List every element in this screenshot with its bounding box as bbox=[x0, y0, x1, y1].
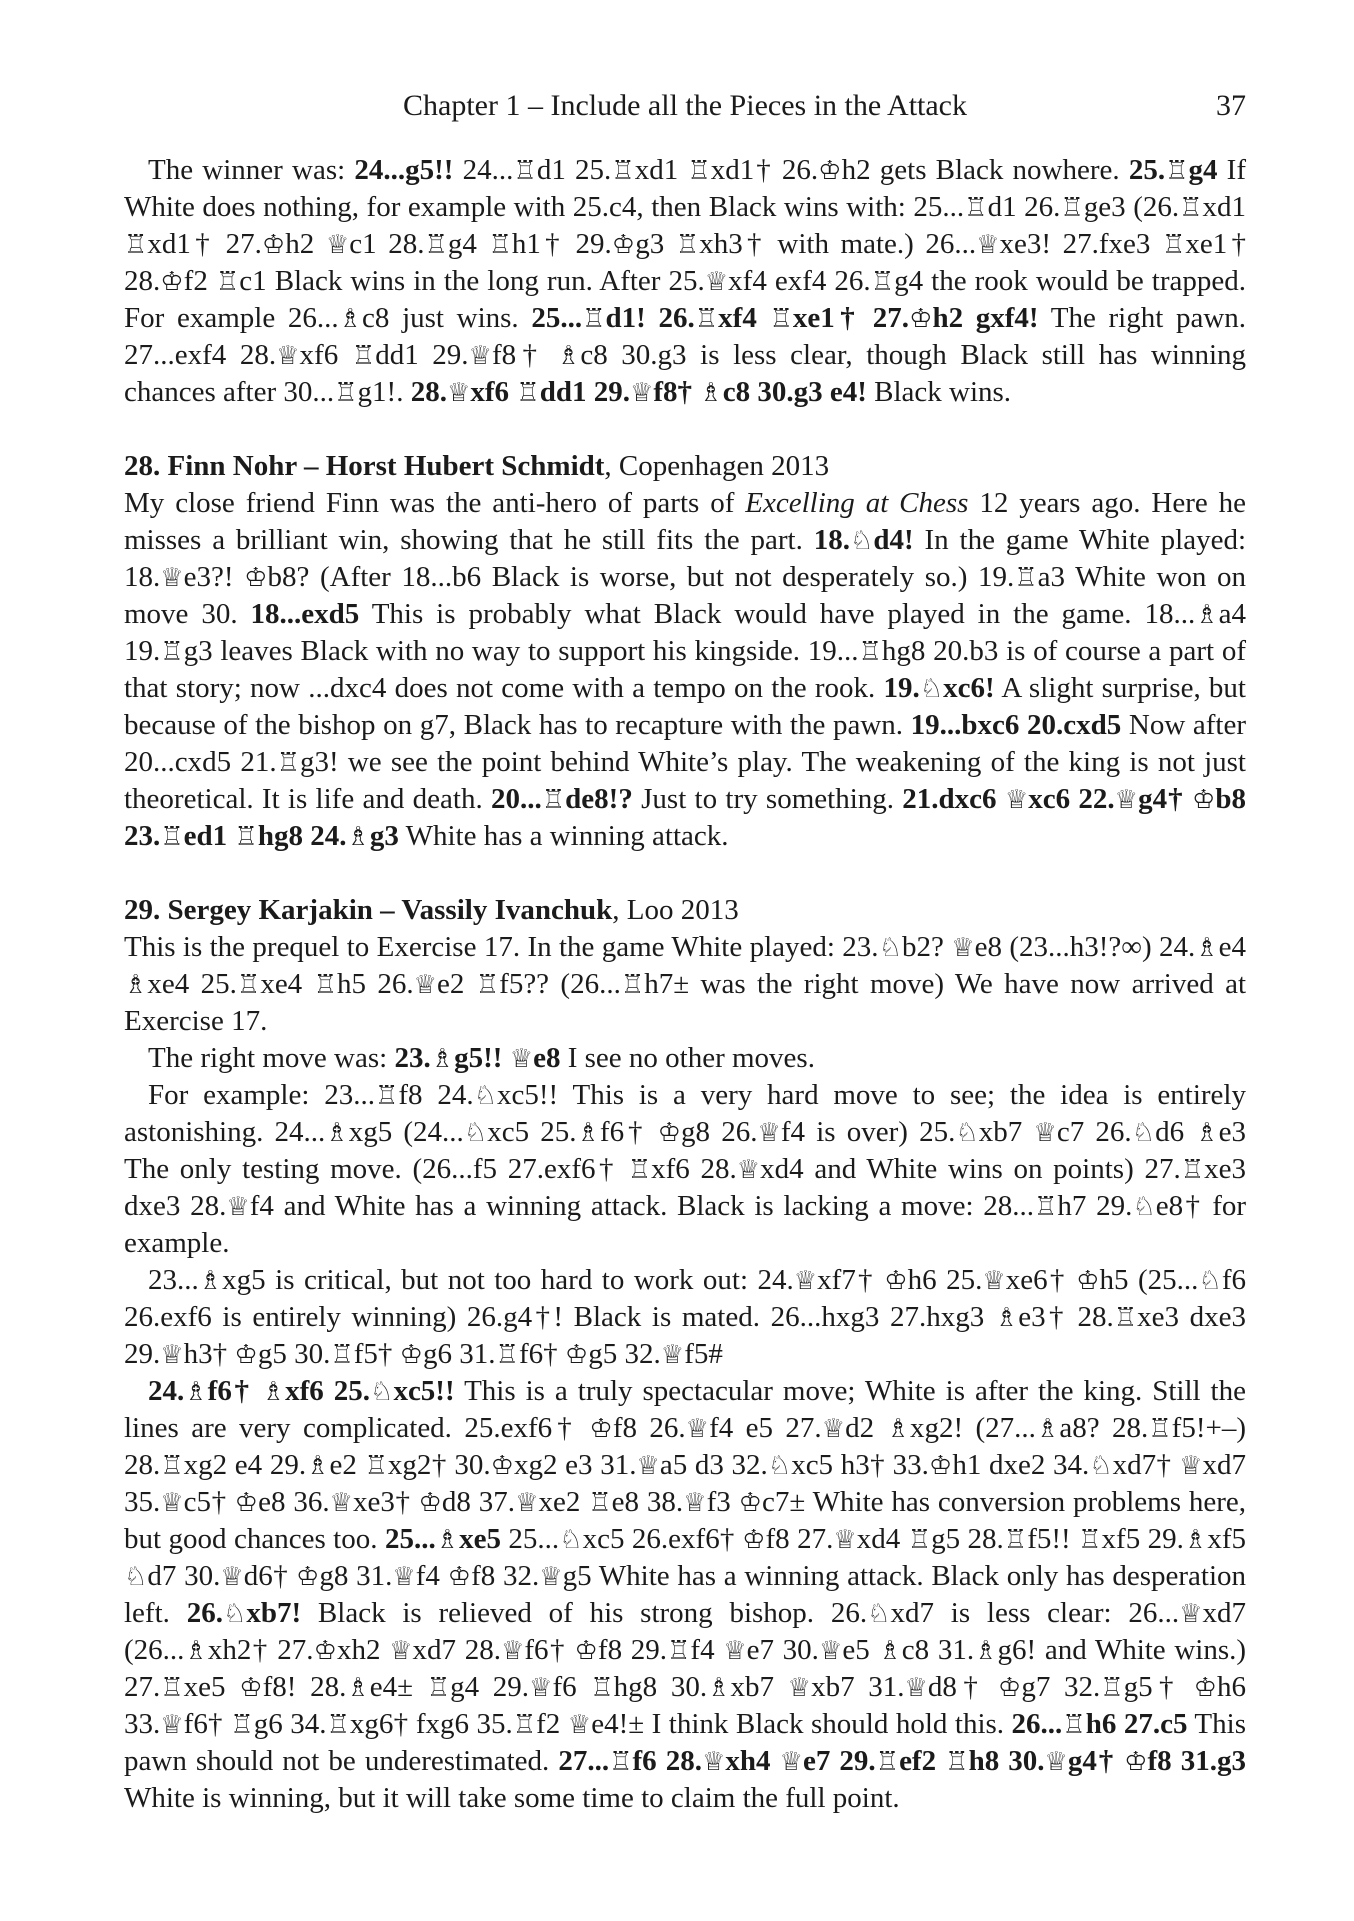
chess-figurine-icon: ♔ bbox=[928, 1451, 953, 1481]
chess-figurine-icon: ♖ bbox=[582, 304, 606, 334]
text-segment: 18...exd5 bbox=[250, 598, 360, 630]
chess-figurine-icon: ♔ bbox=[738, 1488, 763, 1518]
chess-figurine-icon: ♗ bbox=[346, 822, 370, 852]
chess-figurine-icon: ♕ bbox=[515, 1488, 539, 1518]
chess-figurine-icon: ♔ bbox=[490, 1451, 515, 1481]
chess-figurine-icon: ♗ bbox=[556, 341, 581, 371]
text-segment: 25...♖d1! 26.♖xf4 ♖xe1† 27.♔h2 gxf4! bbox=[531, 302, 1039, 334]
chess-figurine-icon: ♕ bbox=[976, 230, 1000, 260]
chess-figurine-icon: ♘ bbox=[1198, 1266, 1222, 1296]
chess-figurine-icon: ♕ bbox=[413, 970, 437, 1000]
text-segment: For example: 23...♖f8 24.♘xc5!! This is a very hard move to see; the idea is entirely astonishing. 24...♗xg5 (24...♘xc5 25.♗f6† ♔g8 26.♕f4 is over) 25.♘xb7 ♕c7 26.♘d6 ♗e3 The only testing move. (26...f5 27.exf6† ♖xf6 28.♕xd4 and White wins on points) 27.♖xe3 dxe3 28.♕f4 and White has a winning attack. Black is lacking a move: 28...♖h7 29.♘e8† for example. bbox=[124, 1079, 1247, 1259]
chess-figurine-icon: ♖ bbox=[330, 1340, 354, 1370]
chess-figurine-icon: ♕ bbox=[704, 267, 729, 297]
text-segment: 24...g5!! bbox=[354, 154, 454, 186]
text-segment: Black wins. bbox=[866, 376, 1012, 408]
paragraph bbox=[124, 1077, 1246, 1262]
chess-figurine-icon: ♗ bbox=[707, 1673, 731, 1703]
chess-figurine-icon: ♘ bbox=[849, 526, 874, 556]
text-segment: In the game White played: 18.♕e3?! ♔b8? (After 18...b6 Black is worse, but not desperately so.) 19.♖a3 White won on move 30. bbox=[124, 524, 1246, 630]
chess-figurine-icon: ♖ bbox=[1165, 156, 1189, 186]
chess-figurine-icon: ♕ bbox=[736, 1155, 761, 1185]
chess-figurine-icon: ♕ bbox=[757, 1118, 781, 1148]
chess-figurine-icon: ♗ bbox=[994, 1303, 1019, 1333]
text-segment: Just to try something. bbox=[632, 783, 903, 815]
text-segment: 12 years ago. Here he misses a brilliant win, showing that he still fits the part. bbox=[124, 487, 1247, 556]
text-segment: 26...♖h6 27.c5 bbox=[1011, 1708, 1188, 1740]
chess-figurine-icon: ♕ bbox=[982, 1266, 1006, 1296]
chess-figurine-icon: ♔ bbox=[1191, 785, 1216, 815]
chess-figurine-icon: ♕ bbox=[500, 1636, 525, 1666]
chess-figurine-icon: ♕ bbox=[160, 1340, 184, 1370]
chess-figurine-icon: ♔ bbox=[1124, 1747, 1148, 1777]
chess-figurine-icon: ♗ bbox=[325, 1118, 349, 1148]
chess-figurine-icon: ♕ bbox=[160, 1488, 184, 1518]
chess-figurine-icon: ♔ bbox=[399, 1340, 424, 1370]
chess-figurine-icon: ♖ bbox=[1078, 1525, 1102, 1555]
chess-figurine-icon: ♘ bbox=[1131, 1118, 1156, 1148]
chess-figurine-icon: ♗ bbox=[338, 304, 363, 334]
chess-figurine-icon: ♖ bbox=[1060, 193, 1084, 223]
chess-figurine-icon: ♕ bbox=[1114, 785, 1139, 815]
chess-figurine-icon: ♖ bbox=[1003, 1525, 1028, 1555]
chess-figurine-icon: ♔ bbox=[295, 1562, 320, 1592]
text-segment: Excelling at Chess bbox=[745, 487, 969, 519]
chess-figurine-icon: ♕ bbox=[1179, 1599, 1203, 1629]
chess-figurine-icon: ♖ bbox=[276, 748, 300, 778]
chess-figurine-icon: ♖ bbox=[588, 1488, 612, 1518]
text-segment: This is probably what Black would have played in the game. 18...♗a4 19.♖g3 leaves Black with no way to support his kingside. 19...♖hg8 20.b3 is of course a part of that story; now ...dxc4 does not come with a tempo on the rook. bbox=[124, 598, 1247, 704]
text-segment: 28.♕xf6 ♖dd1 29.♕f8† ♗c8 30.g3 e4! bbox=[410, 376, 867, 408]
chess-figurine-icon: ♖ bbox=[516, 378, 540, 408]
chess-figurine-icon: ♗ bbox=[184, 1377, 208, 1407]
chess-figurine-icon: ♕ bbox=[683, 1488, 707, 1518]
chess-figurine-icon: ♖ bbox=[1161, 230, 1186, 260]
text-segment: 25...♗xe5 bbox=[384, 1523, 501, 1555]
chess-figurine-icon: ♘ bbox=[222, 1599, 247, 1629]
chess-figurine-icon: ♕ bbox=[160, 563, 184, 593]
chess-figurine-icon: ♕ bbox=[389, 1636, 413, 1666]
chess-figurine-icon: ♔ bbox=[657, 1118, 682, 1148]
text-segment: This is the prequel to Exercise 17. In the game White played: 23.♘b2? ♕e8 (23...h3!?∞) 24.♗e4 ♗xe4 25.♖xe4 ♖h5 26.♕e2 ♖f5?? (26...♖h7± was the right move) We have now arrived at Exercise 17. bbox=[124, 931, 1247, 1037]
chess-figurine-icon: ♕ bbox=[446, 378, 471, 408]
text-segment: A slight surprise, but because of the bishop on g7, Black has to recapture with the pawn. bbox=[124, 672, 1246, 741]
text-segment: White is winning, but it will take some time to claim the full point. bbox=[124, 1782, 900, 1814]
paragraph bbox=[124, 1373, 1246, 1817]
text-segment: , Copenhagen 2013 bbox=[604, 450, 830, 482]
chess-figurine-icon: ♗ bbox=[699, 378, 723, 408]
chess-figurine-icon: ♕ bbox=[904, 1673, 928, 1703]
text-segment: I see no other moves. bbox=[560, 1042, 815, 1074]
chess-figurine-icon: ♖ bbox=[1179, 193, 1203, 223]
chess-figurine-icon: ♖ bbox=[426, 1673, 451, 1703]
chess-figurine-icon: ♔ bbox=[589, 1414, 613, 1444]
text-segment: 25.♖g4 bbox=[1128, 154, 1218, 186]
paragraph bbox=[124, 929, 1246, 1040]
text-segment: 18.♘d4! bbox=[813, 524, 914, 556]
chess-figurine-icon: ♖ bbox=[475, 970, 500, 1000]
chess-figurine-icon: ♘ bbox=[370, 1377, 394, 1407]
chess-figurine-icon: ♕ bbox=[793, 1266, 818, 1296]
chess-figurine-icon: ♕ bbox=[629, 378, 654, 408]
chess-figurine-icon: ♔ bbox=[818, 156, 842, 186]
paragraph bbox=[124, 1262, 1246, 1373]
chess-figurine-icon: ♕ bbox=[220, 1562, 244, 1592]
chess-figurine-icon: ♗ bbox=[974, 1636, 998, 1666]
chess-figurine-icon: ♘ bbox=[124, 1562, 148, 1592]
chess-figurine-icon: ♗ bbox=[576, 1118, 600, 1148]
chess-figurine-icon: ♘ bbox=[955, 1118, 979, 1148]
chess-figurine-icon: ♕ bbox=[951, 933, 975, 963]
chess-figurine-icon: ♕ bbox=[660, 1340, 685, 1370]
chess-figurine-icon: ♖ bbox=[620, 970, 645, 1000]
chess-figurine-icon: ♔ bbox=[447, 1562, 472, 1592]
chess-figurine-icon: ♖ bbox=[160, 1673, 184, 1703]
chess-figurine-icon: ♔ bbox=[742, 1525, 766, 1555]
chess-figurine-icon: ♗ bbox=[124, 970, 148, 1000]
chess-figurine-icon: ♘ bbox=[1089, 1451, 1113, 1481]
chess-figurine-icon: ♔ bbox=[997, 1673, 1022, 1703]
chess-figurine-icon: ♖ bbox=[687, 156, 711, 186]
chess-figurine-icon: ♕ bbox=[329, 1488, 353, 1518]
chess-figurine-icon: ♖ bbox=[1180, 1155, 1205, 1185]
chess-figurine-icon: ♕ bbox=[160, 1710, 184, 1740]
chess-figurine-icon: ♖ bbox=[964, 193, 988, 223]
chess-figurine-icon: ♗ bbox=[198, 1266, 223, 1296]
chess-figurine-icon: ♖ bbox=[1062, 1710, 1086, 1740]
chess-figurine-icon: ♖ bbox=[351, 341, 376, 371]
chess-figurine-icon: ♔ bbox=[261, 230, 286, 260]
chess-figurine-icon: ♖ bbox=[160, 822, 184, 852]
chess-figurine-icon: ♕ bbox=[818, 1636, 843, 1666]
text-segment: This is a truly spectacular move; White is after the king. Still the lines are very complicated. 25.exf6† ♔f8 26.♕f4 e5 27.♕d2 ♗xg2! (27...♗a8? 28.♖f5!+–) 28.♖xg2 e4 29.♗e2 ♖xg2† 30.♔xg2 e3 31.♕a5 d3 32.♘xc5 h3† 33.♔h1 dxe2 34.♘xd7† ♕xd7 35.♕c5† ♔e8 36.♕xe3† ♔d8 37.♕xe2 ♖e8 38.♕f3 ♔c7± White has conversion problems here, but good chances too. bbox=[124, 1375, 1247, 1555]
chess-figurine-icon: ♕ bbox=[723, 1636, 747, 1666]
text-segment: Now after 20...cxd5 21.♖g3! we see the point behind White’s play. The weakening of the king is not just theoretical. It is life and death. bbox=[124, 709, 1247, 815]
chess-figurine-icon: ♖ bbox=[424, 230, 448, 260]
chess-figurine-icon: ♖ bbox=[627, 1155, 652, 1185]
text-segment: Black is relieved of his strong bishop. 26.♘xd7 is less clear: 26...♕xd7 (26...♗xh2† 27.♔xh2 ♕xd7 28.♕f6† ♔f8 29.♖f4 ♕e7 30.♕e5 ♗c8 31.♗g6! and White wins.) 27.♖xe5 ♔f8! 28.♗e4± ♖g4 29.♕f6 ♖hg8 30.♗xb7 ♕xb7 31.♕d8† ♔g7 32.♖g5† ♔h6 33.♕f6† ♖g6 34.♖xg6† fxg6 35.♖f2 ♕e4!± I think Black should hold this. bbox=[124, 1597, 1247, 1740]
chess-figurine-icon: ♕ bbox=[833, 1525, 857, 1555]
chess-figurine-icon: ♖ bbox=[334, 378, 358, 408]
chess-figurine-icon: ♖ bbox=[513, 156, 537, 186]
text-segment: 23.♗g5!! ♕e8 bbox=[394, 1042, 561, 1074]
chess-figurine-icon: ♖ bbox=[234, 822, 258, 852]
chess-figurine-icon: ♔ bbox=[239, 1673, 263, 1703]
chess-figurine-icon: ♖ bbox=[769, 304, 793, 334]
chess-figurine-icon: ♕ bbox=[226, 1192, 250, 1222]
chess-figurine-icon: ♕ bbox=[821, 1414, 846, 1444]
chess-figurine-icon: ♗ bbox=[1195, 933, 1219, 963]
chess-figurine-icon: ♖ bbox=[1014, 563, 1038, 593]
chess-figurine-icon: ♖ bbox=[875, 1747, 900, 1777]
text-segment: 24.♗f6† ♗xf6 25.♘xc5!! bbox=[148, 1375, 455, 1407]
chess-figurine-icon: ♔ bbox=[160, 267, 184, 297]
chess-figurine-icon: ♗ bbox=[306, 1451, 330, 1481]
text-segment: My close friend Finn was the anti-hero of parts of bbox=[124, 487, 746, 519]
chess-figurine-icon: ♘ bbox=[463, 1118, 488, 1148]
chess-figurine-icon: ♖ bbox=[945, 1747, 969, 1777]
text-segment: 27...♖f6 28.♕xh4 ♕e7 29.♖ef2 ♖h8 30.♕g4† ♔f8 31.g3 bbox=[558, 1745, 1246, 1777]
chess-figurine-icon: ♕ bbox=[529, 1673, 553, 1703]
chess-figurine-icon: ♖ bbox=[675, 230, 700, 260]
chess-figurine-icon: ♖ bbox=[611, 156, 635, 186]
chess-figurine-icon: ♖ bbox=[590, 1673, 614, 1703]
chess-figurine-icon: ♕ bbox=[325, 230, 350, 260]
chess-figurine-icon: ♗ bbox=[1035, 1414, 1060, 1444]
chess-figurine-icon: ♘ bbox=[473, 1081, 497, 1111]
chess-figurine-icon: ♖ bbox=[374, 1081, 399, 1111]
text-segment: If White does nothing, for example with 25.c4, then Black wins with: 25...♖d1 26.♖ge3 (26.♖xd1 ♖xd1† 27.♔h2 ♕c1 28.♖g4 ♖h1† 29.♔g3 ♖xh3† with mate.) 26...♕xe3! 27.fxe3 ♖xe1† 28.♔f2 ♖c1 Black wins in the long run. After 25.♕xf4 exf4 26.♖g4 the rook would be trapped. For example 26...♗c8 just wins. bbox=[124, 154, 1247, 334]
chess-figurine-icon: ♕ bbox=[1179, 1451, 1203, 1481]
chess-figurine-icon: ♔ bbox=[234, 1488, 259, 1518]
text-segment: 19.♘xc6! bbox=[883, 672, 995, 704]
chess-figurine-icon: ♔ bbox=[1193, 1673, 1218, 1703]
chess-figurine-icon: ♖ bbox=[870, 267, 895, 297]
chess-figurine-icon: ♖ bbox=[230, 1710, 254, 1740]
chess-figurine-icon: ♕ bbox=[276, 341, 300, 371]
chess-figurine-icon: ♔ bbox=[234, 1340, 258, 1370]
chess-figurine-icon: ♔ bbox=[244, 563, 268, 593]
chess-figurine-icon: ♗ bbox=[878, 1636, 902, 1666]
chess-figurine-icon: ♕ bbox=[539, 1562, 563, 1592]
text-segment: 24...♖d1 25.♖xd1 ♖xd1† 26.♔h2 gets Black nowhere. bbox=[453, 154, 1129, 186]
text-segment: The right move was: bbox=[148, 1042, 395, 1074]
chess-figurine-icon: ♗ bbox=[261, 1377, 286, 1407]
page-number: 37 bbox=[1216, 89, 1246, 122]
chess-figurine-icon: ♘ bbox=[559, 1525, 583, 1555]
chess-figurine-icon: ♘ bbox=[1132, 1192, 1156, 1222]
chess-figurine-icon: ♖ bbox=[609, 1747, 633, 1777]
chess-figurine-icon: ♖ bbox=[694, 304, 719, 334]
chess-figurine-icon: ♖ bbox=[364, 1451, 388, 1481]
text-segment: This pawn should not be underestimated. bbox=[124, 1708, 1246, 1777]
text-segment: 26.♘xb7! bbox=[186, 1597, 302, 1629]
text-segment: 20...♖de8!? bbox=[491, 783, 633, 815]
chess-figurine-icon: ♕ bbox=[701, 1747, 726, 1777]
chess-figurine-icon: ♗ bbox=[1183, 1525, 1208, 1555]
chess-figurine-icon: ♗ bbox=[886, 1414, 910, 1444]
text-segment: 19...bxc6 20.cxd5 bbox=[910, 709, 1122, 741]
chess-figurine-icon: ♖ bbox=[236, 970, 261, 1000]
running-head bbox=[124, 88, 1246, 128]
text-segment: 25...♘xc5 26.exf6† ♔f8 27.♕xd4 ♖g5 28.♖f5!! ♖xf5 29.♗xf5 ♘d7 30.♕d6† ♔g8 31.♕f4 ♔f8 32.♕g5 White has a winning attack. Black only has desperation left. bbox=[124, 1523, 1247, 1629]
chess-figurine-icon: ♗ bbox=[1195, 600, 1219, 630]
chess-figurine-icon: ♘ bbox=[919, 674, 944, 704]
chess-figurine-icon: ♕ bbox=[779, 1747, 803, 1777]
chess-figurine-icon: ♖ bbox=[326, 1710, 350, 1740]
text-segment: 23...♗xg5 is critical, but not too hard to work out: 24.♕xf7† ♔h6 25.♕xe6† ♔h5 (25...♘f6 26.exf6 is entirely winning) 26.g4†! Black is mated. 26...hxg3 27.hxg3 ♗e3† 28.♖xe3 dxe3 29.♕h3† ♔g5 30.♖f5† ♔g6 31.♖f6† ♔g5 32.♕f5# bbox=[124, 1264, 1246, 1370]
chess-figurine-icon: ♔ bbox=[564, 1340, 589, 1370]
paragraph bbox=[124, 485, 1246, 855]
chess-figurine-icon: ♕ bbox=[1033, 1118, 1057, 1148]
chess-figurine-icon: ♖ bbox=[1113, 1303, 1138, 1333]
text-segment: White has a winning attack. bbox=[398, 820, 729, 852]
text-segment: 29. Sergey Karjakin – Vassily Ivanchuk bbox=[124, 894, 613, 926]
chess-figurine-icon: ♖ bbox=[215, 267, 240, 297]
chess-figurine-icon: ♔ bbox=[1076, 1266, 1100, 1296]
chess-figurine-icon: ♔ bbox=[884, 1266, 908, 1296]
chess-figurine-icon: ♖ bbox=[1033, 1192, 1058, 1222]
chess-figurine-icon: ♔ bbox=[611, 230, 636, 260]
text-segment: , Loo 2013 bbox=[612, 894, 739, 926]
chess-figurine-icon: ♗ bbox=[184, 1636, 208, 1666]
chess-figurine-icon: ♕ bbox=[787, 1673, 812, 1703]
chess-figurine-icon: ♘ bbox=[878, 933, 902, 963]
chess-figurine-icon: ♗ bbox=[435, 1525, 460, 1555]
game-heading bbox=[124, 892, 1246, 929]
chess-figurine-icon: ♖ bbox=[1100, 1673, 1124, 1703]
chapter-title: Chapter 1 – Include all the Pieces in the Attack bbox=[403, 89, 967, 122]
chess-figurine-icon: ♕ bbox=[636, 1451, 660, 1481]
chess-figurine-icon: ♔ bbox=[909, 304, 933, 334]
game-heading bbox=[124, 448, 1246, 485]
text-segment: The right pawn. 27...exf4 28.♕xf6 ♖dd1 29.♕f8† ♗c8 30.g3 is less clear, though Black still has winning chances after 30...♖g1!. bbox=[124, 302, 1247, 408]
chess-figurine-icon: ♖ bbox=[1148, 1414, 1172, 1444]
chess-figurine-icon: ♖ bbox=[858, 637, 882, 667]
chess-figurine-icon: ♕ bbox=[468, 341, 492, 371]
chess-figurine-icon: ♕ bbox=[509, 1044, 534, 1074]
chess-figurine-icon: ♔ bbox=[574, 1636, 598, 1666]
text-segment: The winner was: bbox=[148, 154, 355, 186]
chess-figurine-icon: ♔ bbox=[418, 1488, 442, 1518]
chess-figurine-icon: ♖ bbox=[541, 785, 566, 815]
chess-figurine-icon: ♖ bbox=[160, 1451, 184, 1481]
text-segment: 21.dxc6 ♕xc6 22.♕g4† ♔b8 23.♖ed1 ♖hg8 24.♗g3 bbox=[124, 783, 1247, 852]
chess-figurine-icon: ♗ bbox=[1195, 1118, 1219, 1148]
page-body bbox=[124, 152, 1246, 1817]
chess-figurine-icon: ♕ bbox=[1004, 785, 1029, 815]
text-segment: 28. Finn Nohr – Horst Hubert Schmidt bbox=[124, 450, 605, 482]
chess-figurine-icon: ♖ bbox=[313, 970, 337, 1000]
chess-figurine-icon: ♘ bbox=[867, 1599, 891, 1629]
chess-figurine-icon: ♗ bbox=[346, 1673, 370, 1703]
chess-figurine-icon: ♖ bbox=[488, 230, 512, 260]
chess-figurine-icon: ♖ bbox=[512, 1710, 537, 1740]
chess-figurine-icon: ♖ bbox=[667, 1636, 691, 1666]
chess-figurine-icon: ♕ bbox=[1044, 1747, 1068, 1777]
paragraph bbox=[124, 1040, 1246, 1077]
chess-figurine-icon: ♖ bbox=[124, 230, 148, 260]
chess-figurine-icon: ♖ bbox=[495, 1340, 519, 1370]
chess-figurine-icon: ♕ bbox=[392, 1562, 416, 1592]
chess-figurine-icon: ♗ bbox=[430, 1044, 455, 1074]
paragraph bbox=[124, 152, 1246, 411]
chess-figurine-icon: ♘ bbox=[767, 1451, 792, 1481]
chess-figurine-icon: ♔ bbox=[313, 1636, 337, 1666]
chess-figurine-icon: ♕ bbox=[685, 1414, 710, 1444]
chess-figurine-icon: ♖ bbox=[907, 1525, 932, 1555]
chess-figurine-icon: ♖ bbox=[160, 637, 184, 667]
chess-figurine-icon: ♕ bbox=[567, 1710, 592, 1740]
